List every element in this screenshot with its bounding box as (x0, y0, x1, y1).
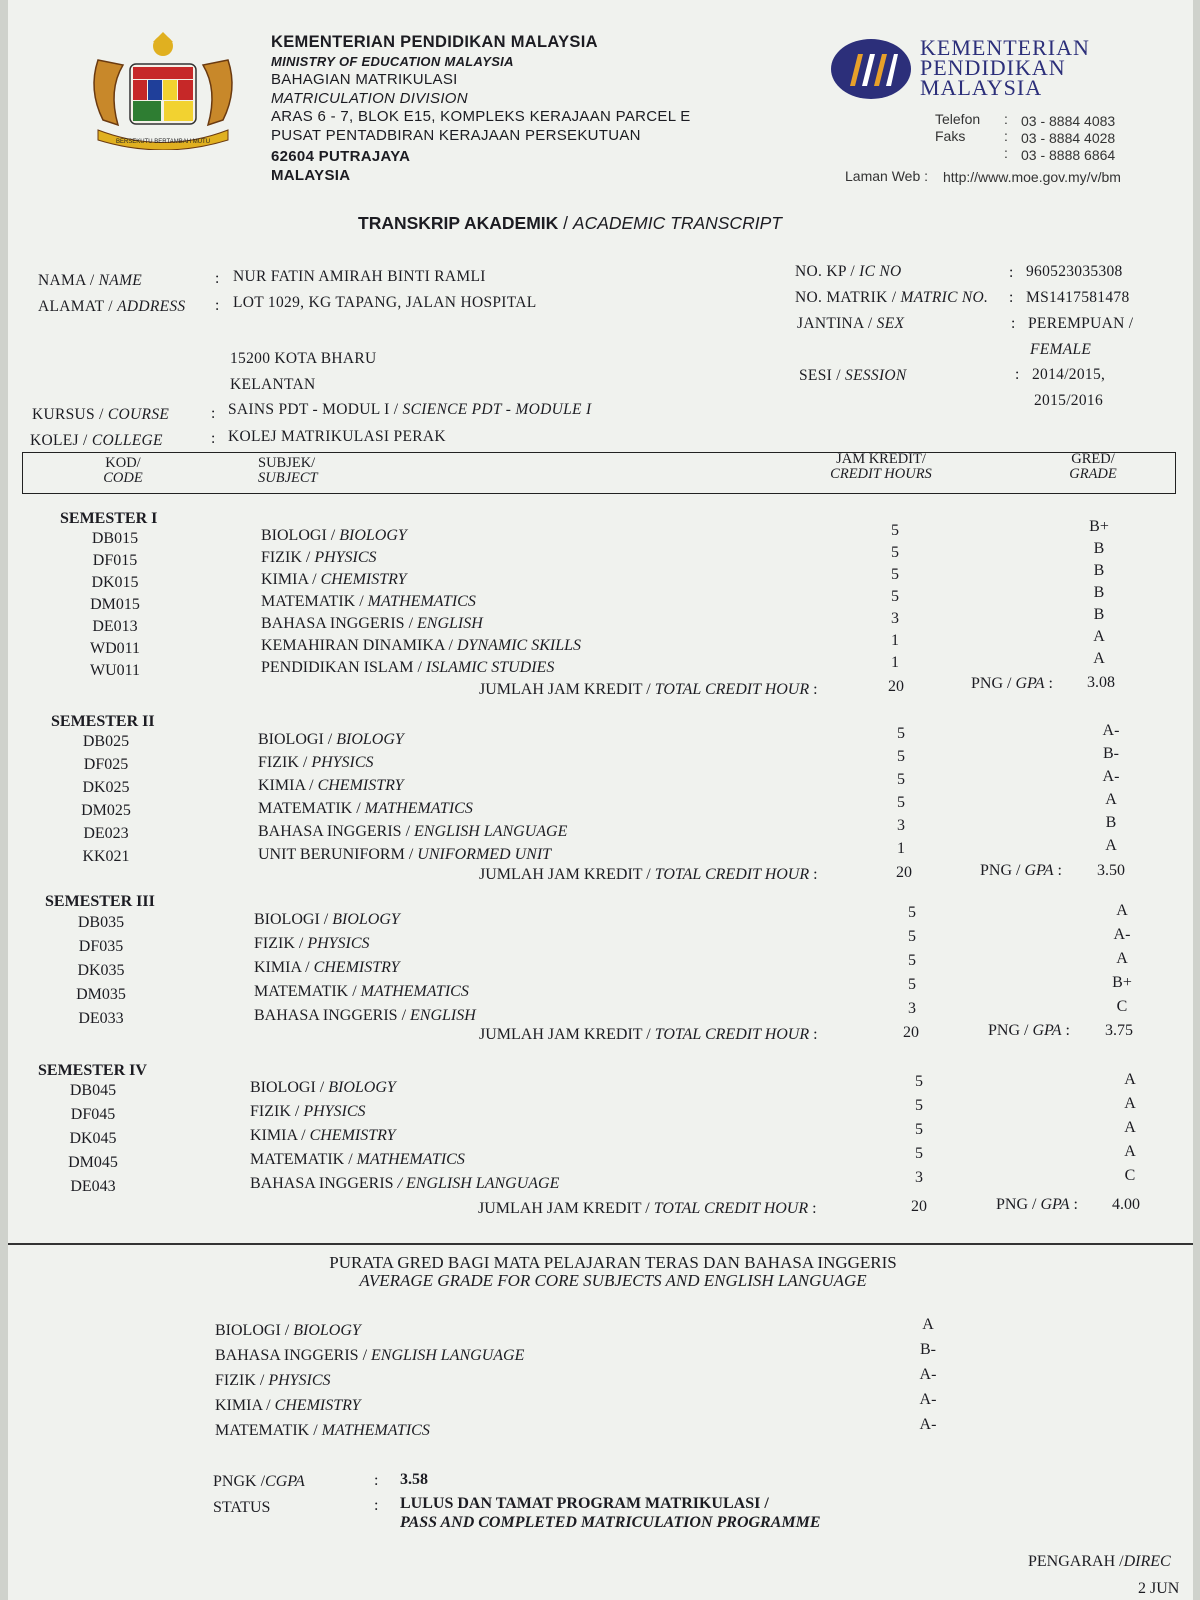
course-code: DF045 (70, 1106, 116, 1123)
table-header (22, 452, 1176, 494)
course-grade: C (1116, 998, 1128, 1015)
course-credit: 5 (897, 771, 905, 788)
tel-value: 03 - 8884 4083 (1021, 113, 1116, 129)
course-credit: 1 (891, 654, 899, 671)
cgpa-value: 3.58 (400, 1471, 428, 1488)
issue-date: 2 JUN (1138, 1580, 1180, 1597)
fax-label: Faks (935, 128, 966, 144)
semester-gpa: PNG / GPA : (980, 862, 1062, 879)
course-code: DB035 (77, 914, 125, 931)
section-divider (8, 1243, 1193, 1245)
status-sep: : (374, 1497, 379, 1514)
course-grade: A (1116, 950, 1128, 967)
matric-sep: : (1009, 289, 1014, 306)
ministry-name-ms: KEMENTERIAN PENDIDIKAN MALAYSIA (271, 33, 598, 51)
semester-total-credit: JUMLAH JAM KREDIT / TOTAL CREDIT HOUR : (478, 1200, 817, 1217)
semester-gpa: PNG / GPA : (971, 675, 1053, 692)
course-credit: 5 (897, 748, 905, 765)
course-grade: B (1093, 606, 1105, 623)
course-subject: BAHASA INGGERIS / ENGLISH (261, 615, 483, 632)
session-2: 2015/2016 (1034, 392, 1104, 409)
course-grade: A (1124, 1143, 1136, 1160)
ministry-name-en: MINISTRY OF EDUCATION MALAYSIA (271, 54, 514, 69)
web-label: Laman Web : (845, 168, 929, 184)
course-subject: MATEMATIK / MATHEMATICS (258, 800, 473, 817)
course-subject: FIZIK / PHYSICS (250, 1103, 366, 1120)
course-code: DK045 (69, 1130, 117, 1147)
course-grade: A- (1102, 722, 1120, 739)
course-code: DF035 (78, 938, 124, 955)
moe-logo-text (920, 35, 1090, 100)
course-credit: 5 (915, 1073, 923, 1090)
header-credit-hours: JAM KREDIT/ CREDIT HOURS (830, 451, 932, 482)
average-subject: KIMIA / CHEMISTRY (215, 1397, 361, 1414)
course-code: DB045 (69, 1082, 117, 1099)
course-code: DK025 (82, 779, 130, 796)
course-subject: PENDIDIKAN ISLAM / ISLAMIC STUDIES (261, 659, 555, 676)
student-address-1: LOT 1029, KG TAPANG, JALAN HOSPITAL (233, 294, 537, 311)
address-line-4: MALAYSIA (271, 167, 351, 184)
course-credit: 5 (897, 794, 905, 811)
average-grade: A- (919, 1416, 937, 1433)
average-grade: A- (919, 1391, 937, 1408)
course-subject: MATEMATIK / MATHEMATICS (250, 1151, 465, 1168)
title-en: ACADEMIC TRANSCRIPT (572, 213, 782, 233)
course-code: DE033 (78, 1010, 124, 1027)
course-subject: KIMIA / CHEMISTRY (250, 1127, 396, 1144)
fax-sep-2: : (1004, 145, 1008, 161)
semester-total-credit-value: 20 (903, 1024, 919, 1041)
semester-gpa-value: 4.00 (1112, 1196, 1140, 1213)
name-label: NAMA / NAME (38, 272, 143, 289)
course-subject: BAHASA INGGERIS / ENGLISH (254, 1007, 476, 1024)
name-sep: : (215, 270, 220, 287)
course-subject: BAHASA INGGERIS / ENGLISH LANGUAGE (258, 823, 568, 840)
address-line-3: 62604 PUTRAJAYA (271, 148, 411, 165)
address-sep: : (215, 297, 220, 314)
course-credit: 1 (897, 840, 905, 857)
header-grade: GRED/ GRADE (1069, 451, 1117, 482)
course-code: DB015 (91, 530, 139, 547)
cgpa-sep: : (374, 1472, 379, 1489)
semester-title: SEMESTER IV (38, 1062, 147, 1079)
course-code: DK015 (91, 574, 139, 591)
course-credit: 5 (891, 544, 899, 561)
course-grade: B+ (1089, 518, 1109, 535)
course-grade: A- (1102, 768, 1120, 785)
fax-sep: : (1004, 128, 1008, 144)
course-grade: A- (1113, 926, 1131, 943)
course-grade: A (1093, 628, 1105, 645)
coat-of-arms-icon (78, 30, 248, 150)
student-name: NUR FATIN AMIRAH BINTI RAMLI (233, 268, 486, 285)
semester-gpa-value: 3.50 (1097, 862, 1125, 879)
course-grade: B- (1103, 745, 1119, 762)
semester-gpa: PNG / GPA : (988, 1022, 1070, 1039)
course-code: WU011 (89, 662, 141, 679)
title-ms: TRANSKRIP AKADEMIK (358, 213, 559, 233)
student-address-3: KELANTAN (230, 376, 316, 393)
average-grade: A- (919, 1366, 937, 1383)
ic-sep: : (1009, 264, 1014, 281)
course-code: DE023 (83, 825, 129, 842)
average-subject: BAHASA INGGERIS / ENGLISH LANGUAGE (215, 1347, 525, 1364)
semester-total-credit-value: 20 (896, 864, 912, 881)
semester-title: SEMESTER II (51, 713, 155, 730)
course-subject: KIMIA / CHEMISTRY (254, 959, 400, 976)
status-value-en: PASS AND COMPLETED MATRICULATION PROGRAMME (400, 1514, 821, 1531)
course-code: DM045 (68, 1154, 118, 1171)
course-grade: B+ (1112, 974, 1132, 991)
status-value-ms: LULUS DAN TAMAT PROGRAM MATRIKULASI / (400, 1495, 769, 1512)
student-course: SAINS PDT - MODUL I / SCIENCE PDT - MODULE I (228, 401, 592, 418)
session-sep: : (1015, 366, 1020, 383)
logo-line-2: PENDIDIKAN (920, 55, 1066, 80)
course-code: KK021 (82, 848, 130, 865)
average-subject: FIZIK / PHYSICS (215, 1372, 331, 1389)
course-credit: 5 (908, 952, 916, 969)
course-code: DM035 (76, 986, 126, 1003)
course-subject: FIZIK / PHYSICS (261, 549, 377, 566)
address-line-1: ARAS 6 - 7, BLOK E15, KOMPLEKS KERAJAAN PARCEL E (271, 108, 691, 125)
college-sep: : (211, 430, 216, 447)
header-code: KOD/ CODE (103, 455, 143, 486)
course-grade: B (1093, 540, 1105, 557)
course-grade: A (1124, 1119, 1136, 1136)
course-grade: A (1093, 650, 1105, 667)
course-grade: A (1124, 1095, 1136, 1112)
fax-value-2: 03 - 8888 6864 (1021, 147, 1116, 163)
status-label: STATUS (213, 1499, 271, 1516)
average-grade: B- (920, 1341, 936, 1358)
semester-title: SEMESTER III (45, 893, 155, 910)
course-grade: A (1105, 837, 1117, 854)
course-subject: BAHASA INGGERIS / ENGLISH LANGUAGE (250, 1175, 560, 1192)
sex-label: JANTINA / SEX (797, 315, 905, 332)
course-credit: 5 (915, 1121, 923, 1138)
course-code: DM015 (90, 596, 140, 613)
course-code: DK035 (77, 962, 125, 979)
logo-line-1: KEMENTERIAN (920, 35, 1090, 60)
course-credit: 5 (915, 1097, 923, 1114)
average-title-ms: PURATA GRED BAGI MATA PELAJARAN TERAS DAN BAHASA INGGERIS (329, 1253, 897, 1272)
division-ms: BAHAGIAN MATRIKULASI (271, 71, 458, 88)
fax-value-1: 03 - 8884 4028 (1021, 130, 1116, 146)
course-subject: FIZIK / PHYSICS (258, 754, 374, 771)
course-credit: 5 (908, 928, 916, 945)
course-subject: BIOLOGI / BIOLOGY (250, 1079, 396, 1096)
tel-sep: : (1004, 111, 1008, 127)
semester-total-credit: JUMLAH JAM KREDIT / TOTAL CREDIT HOUR : (479, 866, 818, 883)
semester-gpa-value: 3.75 (1105, 1022, 1133, 1039)
session-label: SESI / SESSION (799, 367, 907, 384)
course-grade: B (1093, 562, 1105, 579)
course-code: DE043 (70, 1178, 116, 1195)
course-credit: 3 (908, 1000, 916, 1017)
course-credit: 5 (891, 588, 899, 605)
course-subject: MATEMATIK / MATHEMATICS (261, 593, 476, 610)
course-credit: 3 (915, 1169, 923, 1186)
course-grade: B (1093, 584, 1105, 601)
semester-total-credit-value: 20 (888, 678, 904, 695)
division-en: MATRICULATION DIVISION (271, 90, 468, 107)
course-subject: MATEMATIK / MATHEMATICS (254, 983, 469, 1000)
semester-title: SEMESTER I (60, 510, 158, 527)
semester-total-credit-value: 20 (911, 1198, 927, 1215)
course-credit: 5 (908, 976, 916, 993)
course-credit: 5 (908, 904, 916, 921)
header-subject: SUBJEK/ SUBJECT (258, 455, 318, 486)
address-line-2: PUSAT PENTADBIRAN KERAJAAN PERSEKUTUAN (271, 127, 641, 144)
course-credit: 5 (891, 522, 899, 539)
course-subject: KIMIA / CHEMISTRY (261, 571, 407, 588)
course-subject: BIOLOGI / BIOLOGY (261, 527, 407, 544)
average-title-en: AVERAGE GRADE FOR CORE SUBJECTS AND ENGLISH LANGUAGE (359, 1271, 867, 1290)
course-credit: 3 (897, 817, 905, 834)
course-subject: KIMIA / CHEMISTRY (258, 777, 404, 794)
course-credit: 1 (891, 632, 899, 649)
course-code: DF025 (83, 756, 129, 773)
course-code: DE013 (92, 618, 138, 635)
web-value: http://www.moe.gov.my/v/bm (943, 169, 1121, 185)
crest-motto: BERSEKUTU BERTAMBAH MUTU (115, 139, 211, 145)
semester-gpa: PNG / GPA : (996, 1196, 1078, 1213)
logo-line-3: MALAYSIA (920, 75, 1043, 100)
sex-sep: : (1011, 315, 1016, 332)
moe-logo-icon (830, 38, 912, 100)
average-subject: MATEMATIK / MATHEMATICS (215, 1422, 430, 1439)
course-grade: A (1116, 902, 1128, 919)
average-subject: BIOLOGI / BIOLOGY (215, 1322, 361, 1339)
transcript-page (8, 0, 1193, 1600)
course-sep: : (211, 405, 216, 422)
semester-gpa-value: 3.08 (1087, 674, 1115, 691)
sex-en: FEMALE (1030, 341, 1092, 358)
semester-total-credit: JUMLAH JAM KREDIT / TOTAL CREDIT HOUR : (479, 1026, 818, 1043)
course-grade: A (1105, 791, 1117, 808)
course-subject: BIOLOGI / BIOLOGY (258, 731, 404, 748)
course-subject: KEMAHIRAN DINAMIKA / DYNAMIC SKILLS (261, 637, 582, 654)
sex-ms: PEREMPUAN / (1028, 315, 1134, 332)
signer-title: PENGARAH /DIREC (1028, 1553, 1171, 1570)
student-address-2: 15200 KOTA BHARU (230, 350, 377, 367)
course-code: DF015 (92, 552, 138, 569)
session-1: 2014/2015, (1032, 366, 1106, 383)
document-title (358, 213, 782, 234)
course-grade: B (1105, 814, 1117, 831)
course-code: DM025 (81, 802, 131, 819)
average-grade: A (922, 1316, 934, 1333)
course-code: DB025 (82, 733, 130, 750)
course-grade: C (1124, 1167, 1136, 1184)
address-label: ALAMAT / ADDRESS (38, 298, 186, 315)
course-code: WD011 (89, 640, 141, 657)
course-subject: UNIT BERUNIFORM / UNIFORMED UNIT (258, 846, 552, 863)
semester-total-credit: JUMLAH JAM KREDIT / TOTAL CREDIT HOUR : (479, 681, 818, 698)
matric-number: MS1417581478 (1026, 289, 1130, 306)
course-credit: 5 (915, 1145, 923, 1162)
matric-label: NO. MATRIK / MATRIC NO. (795, 289, 989, 306)
course-grade: A (1124, 1071, 1136, 1088)
course-credit: 3 (891, 610, 899, 627)
college-label: KOLEJ / COLLEGE (30, 432, 163, 449)
course-subject: BIOLOGI / BIOLOGY (254, 911, 400, 928)
title-slash: / (558, 213, 573, 233)
tel-label: Telefon (935, 111, 981, 127)
course-label: KURSUS / COURSE (32, 406, 170, 423)
student-college: KOLEJ MATRIKULASI PERAK (228, 428, 446, 445)
ic-number: 960523035308 (1026, 263, 1123, 280)
cgpa-label: PNGK /CGPA (213, 1473, 305, 1490)
course-credit: 5 (891, 566, 899, 583)
course-credit: 5 (897, 725, 905, 742)
ic-label: NO. KP / IC NO (795, 263, 902, 280)
course-subject: FIZIK / PHYSICS (254, 935, 370, 952)
